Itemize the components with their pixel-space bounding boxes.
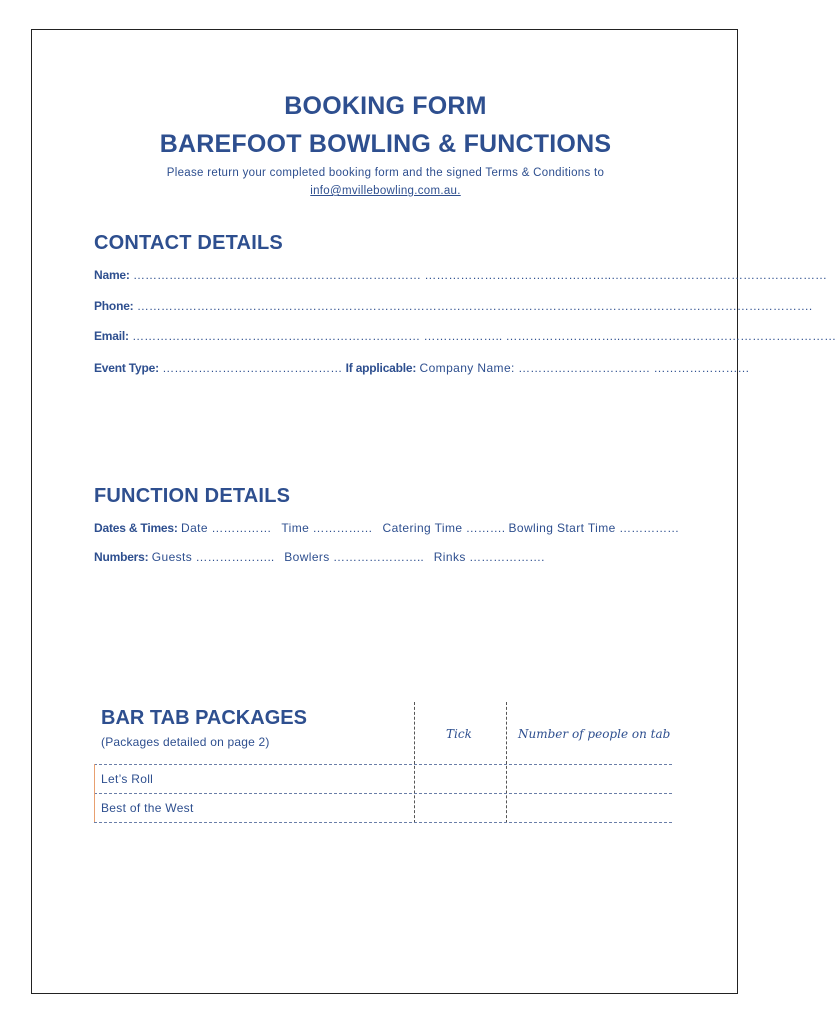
table-divider (414, 702, 415, 823)
time-label: Time (281, 521, 310, 535)
email-field-row[interactable] (94, 329, 836, 343)
guests-dots[interactable]: ……………….. (195, 550, 275, 564)
phone-dots[interactable]: ……………………………………………………………………………………………………………………………………………………. (136, 299, 813, 313)
numbers-row (94, 550, 674, 564)
table-divider (94, 793, 672, 794)
bar-tab-subheading: (Packages detailed on page 2) (101, 735, 270, 749)
email-line (32, 185, 739, 197)
people-cell-best-of-the-west[interactable] (508, 795, 672, 821)
intro-text: Please return your completed booking form and the signed Terms & Conditions to (166, 167, 605, 179)
rinks-label: Rinks (433, 550, 466, 564)
rinks-dots[interactable]: ………………. (469, 550, 545, 564)
if-applicable-label: If applicable: (345, 361, 417, 375)
bowling-start-dots[interactable]: …………… (619, 521, 680, 535)
event-type-row (94, 361, 750, 375)
dates-times-label: Dates & Times: (94, 521, 178, 535)
date-dots[interactable]: …………… (211, 521, 272, 535)
name-field-row[interactable] (94, 268, 828, 282)
bowling-start-label: Bowling Start Time (508, 521, 616, 535)
name-label: Name: (94, 268, 130, 282)
table-divider (94, 822, 672, 823)
company-name-dots[interactable]: …………………………… …………………… (518, 361, 750, 375)
people-cell-lets-roll[interactable] (508, 766, 672, 792)
date-label: Date (181, 521, 208, 535)
tick-cell-lets-roll[interactable] (416, 766, 505, 792)
bar-tab-heading: BAR TAB PACKAGES (101, 707, 307, 729)
numbers-label: Numbers: (94, 550, 149, 564)
form-subtitle: BAREFOOT BOWLING & FUNCTIONS (159, 130, 612, 158)
catering-time-label: Catering Time (382, 521, 463, 535)
tick-cell-best-of-the-west[interactable] (416, 795, 505, 821)
bowlers-label: Bowlers (284, 550, 330, 564)
contact-details-heading: CONTACT DETAILS (94, 232, 283, 254)
dates-times-row (94, 521, 680, 535)
column-header-tick: Tick (446, 727, 472, 741)
phone-field-row[interactable] (94, 299, 813, 313)
document-page (31, 29, 836, 994)
time-dots[interactable]: …………… (312, 521, 373, 535)
column-header-people: Number of people on tab (518, 727, 671, 741)
event-type-dots[interactable]: ……………………………………… (162, 361, 343, 375)
package-row-best-of-the-west: Best of the West (101, 801, 194, 815)
email-link[interactable]: info@mvillebowling.com.au. (310, 185, 461, 197)
table-left-edge (94, 764, 95, 822)
guests-label: Guests (151, 550, 193, 564)
table-divider (506, 702, 507, 823)
company-name-label: Company Name: (419, 361, 515, 375)
event-type-label: Event Type: (94, 361, 159, 375)
phone-label: Phone: (94, 299, 134, 313)
bowlers-dots[interactable]: ………………….. (333, 550, 424, 564)
form-title: BOOKING FORM (284, 92, 487, 120)
catering-time-dots[interactable]: ………. (465, 521, 506, 535)
function-details-heading: FUNCTION DETAILS (94, 485, 291, 507)
table-divider (94, 764, 672, 765)
name-dots[interactable]: ……………………………………………………………… ………………………………………..……………………………………………… (133, 268, 828, 282)
email-dots[interactable]: ……………………………………………………………… ……………….. ………………………..……………………………………………… (132, 329, 836, 343)
package-row-lets-roll: Let’s Roll (101, 772, 154, 786)
email-label: Email: (94, 329, 129, 343)
